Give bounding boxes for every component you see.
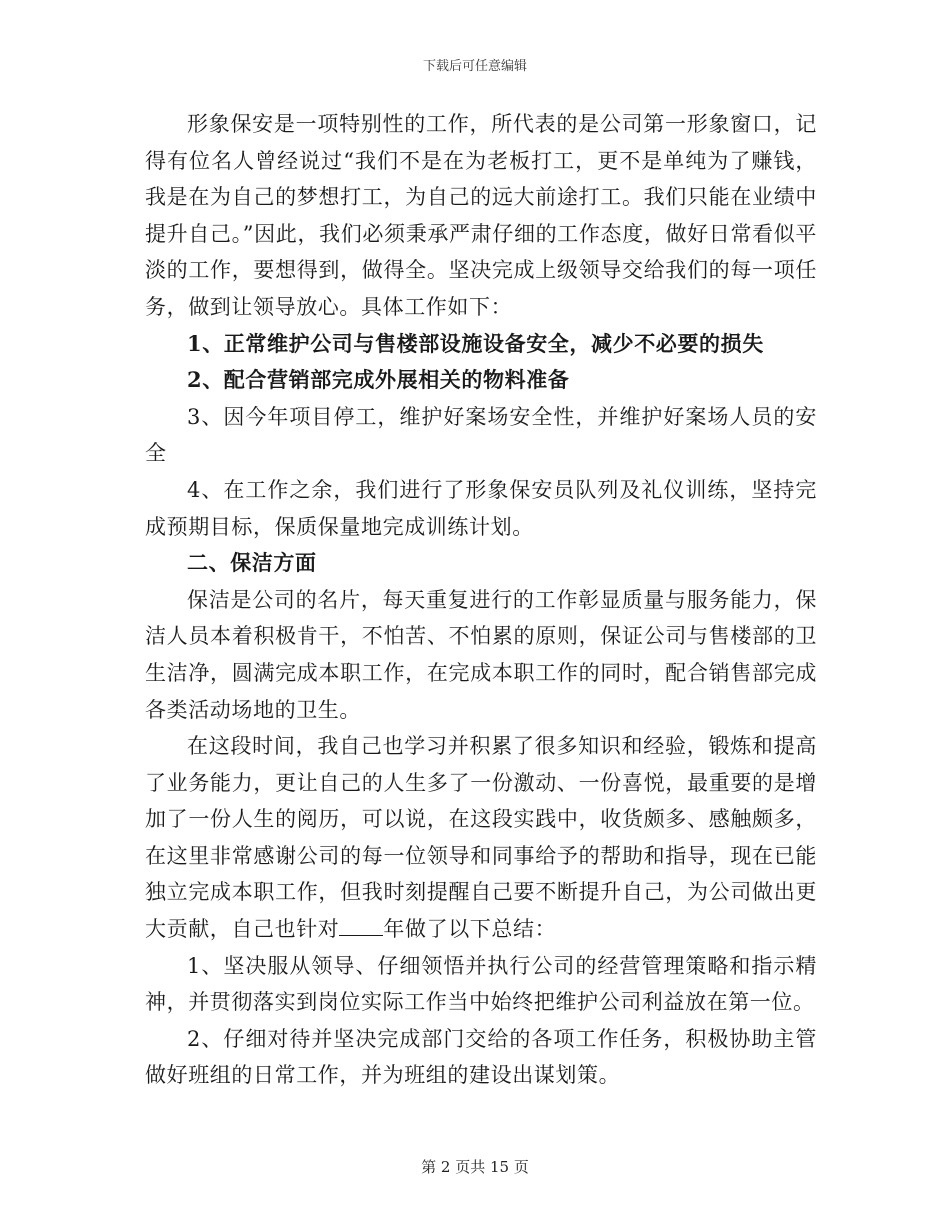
paragraph-personal-growth — [145, 728, 817, 948]
paragraph-personal-growth-end: 年做了以下总结： — [383, 917, 557, 942]
list-item-security-3: 3、因今年项目停工，维护好案场安全性，并维护好案场人员的安全 — [145, 404, 817, 466]
list-item-summary-2: 2、仔细对待并坚决完成部门交给的各项工作任务，积极协助主管做好班组的日常工作，并为班组的建设出谋划策。 — [145, 1026, 817, 1088]
document-body — [145, 106, 817, 1094]
blank-line — [339, 917, 383, 936]
list-item-security-2: 2、配合营销部完成外展相关的物料准备 — [187, 367, 570, 393]
paragraph-image-security-intro: 形象保安是一项特别性的工作，所代表的是公司第一形象窗口，记得有位名人曾经说过“我们不是在为老板打工，更不是单纯为了赚钱，我是在为自己的梦想打工，为自己的远大前途打工。我们只能在业绩中提升自己。”因此，我们必须秉承严肃仔细的工作态度，做好日常看似平淡的工作，要想得到，做得全。坚决完成上级领导交给我们的每一项任务，做到让领导放心。具体工作如下： — [145, 112, 817, 319]
page-header: 下载后可任意编辑 — [422, 59, 527, 74]
paragraph-personal-growth-text: 在这段时间，我自己也学习并积累了很多知识和经验，锻炼和提高了业务能力，更让自己的人生多了一份激动、一份喜悦，最重要的是增加了一份人生的阅历，可以说，在这段实践中，收货颇多、感触颇多，在这里非常感谢公司的每一位领导和同事给予的帮助和指导，现在已能独立完成本职工作，但我时刻提醒自己要不断提升自己，为公司做出更大贡献，自己也针对 — [145, 734, 817, 942]
list-item-summary-1: 1、坚决服从领导、仔细领悟并执行公司的经营管理策略和指示精神，并贯彻落实到岗位实际工作当中始终把维护公司利益放在第一位。 — [145, 953, 817, 1015]
section-heading-cleaning: 二、保洁方面 — [187, 550, 317, 576]
list-item-security-4: 4、在工作之余，我们进行了形象保安员队列及礼仪训练，坚持完成预期目标，保质保量地完成训练计划。 — [145, 477, 817, 539]
list-item-security-1: 1、正常维护公司与售楼部设施设备安全，减少不必要的损失 — [187, 330, 764, 356]
paragraph-cleaning-intro: 保洁是公司的名片，每天重复进行的工作彰显质量与服务能力，保洁人员本着积极肯干，不怕苦、不怕累的原则，保证公司与售楼部的卫生洁净，圆满完成本职工作，在完成本职工作的同时，配合销售部完成各类活动场地的卫生。 — [145, 587, 817, 722]
page-footer: 第 2 页共 15 页 — [421, 1158, 529, 1176]
